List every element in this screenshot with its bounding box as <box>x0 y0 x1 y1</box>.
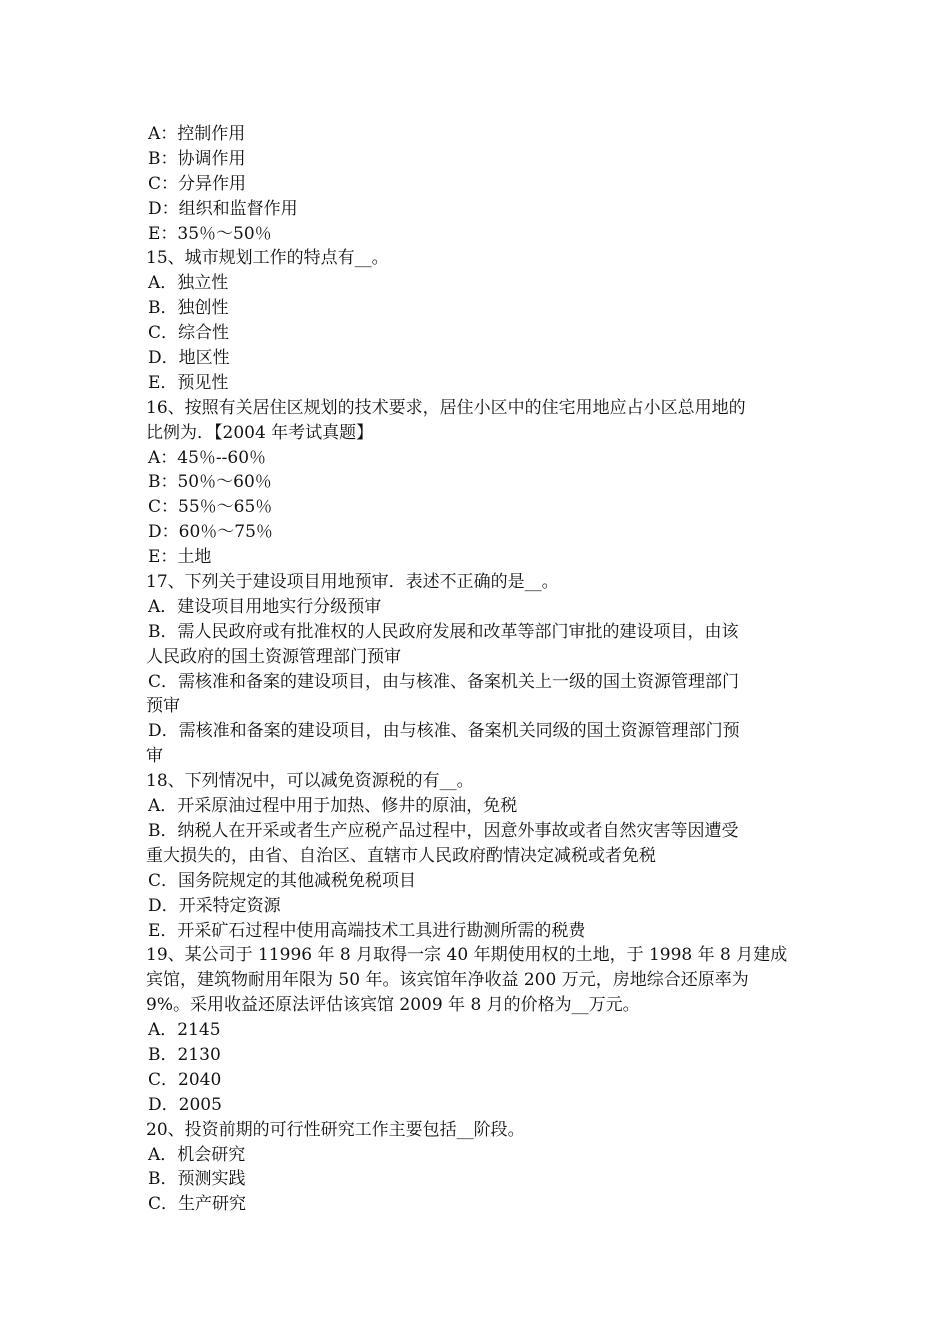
question-line: 审 <box>146 746 163 767</box>
option-line: B．2130 <box>148 1044 221 1065</box>
option-line: B：50％～60％ <box>148 472 272 493</box>
question-line: 19、某公司于 11996 年 8 月取得一宗 40 年期使用权的土地，于 1998 年 8 月建成 <box>146 945 788 966</box>
option-line: C：分异作用 <box>148 173 247 194</box>
option-line: A：45％--60％ <box>148 447 267 468</box>
option-line: D．2005 <box>148 1094 222 1115</box>
option-line: A：控制作用 <box>148 124 246 144</box>
option-line: A．开采原油过程中用于加热、修井的原油，免税 <box>148 796 518 817</box>
question-line: 20、投资前期的可行性研究工作主要包括__阶段。 <box>146 1119 525 1140</box>
option-line: E．开采矿石过程中使用高端技术工具进行勘测所需的税费 <box>148 920 586 941</box>
question-line: 16、按照有关居住区规划的技术要求，居住小区中的住宅用地应占小区总用地的 <box>146 397 746 418</box>
question-line: 预审 <box>146 696 180 717</box>
question-line: 15、城市规划工作的特点有__。 <box>146 248 389 269</box>
question-line: 9%。采用收益还原法评估该宾馆 2009 年 8 月的价格为__万元。 <box>146 995 640 1016</box>
option-line: C．2040 <box>148 1069 222 1090</box>
option-line: D：组织和监督作用 <box>148 198 298 219</box>
option-line: D．需核准和备案的建设项目，由与核准、备案机关同级的国土资源管理部门预 <box>148 721 740 742</box>
option-line: B．独创性 <box>148 298 229 319</box>
question-line: 宾馆，建筑物耐用年限为 50 年。该宾馆年净收益 200 万元，房地综合还原率为 <box>146 970 749 991</box>
option-line: B．纳税人在开采或者生产应税产品过程中，因意外事故或者自然灾害等因遭受 <box>148 820 739 841</box>
option-line: A．机会研究 <box>148 1144 246 1165</box>
question-line: 18、下列情况中，可以减免资源税的有__。 <box>146 771 474 792</box>
option-line: C：55％～65％ <box>148 497 273 518</box>
document-page <box>146 122 810 1217</box>
option-line: D．地区性 <box>148 348 230 369</box>
option-line: E：土地 <box>148 547 212 568</box>
question-line: 重大损失的，由省、自治区、直辖市人民政府酌情决定减税或者免税 <box>146 845 656 866</box>
option-line: B：协调作用 <box>148 148 246 169</box>
option-line: A．建设项目用地实行分级预审 <box>148 596 382 617</box>
option-line: E：35％～50％ <box>148 223 272 244</box>
option-line: A．独立性 <box>148 273 229 294</box>
option-line: B．预测实践 <box>148 1169 246 1190</box>
option-line: C．需核准和备案的建设项目，由与核准、备案机关上一级的国土资源管理部门 <box>148 671 740 692</box>
option-line: A．2145 <box>148 1020 221 1041</box>
option-line: E．预见性 <box>148 372 229 393</box>
option-line: C．生产研究 <box>148 1194 247 1215</box>
option-line: D：60％～75％ <box>148 522 273 543</box>
option-line: C．国务院规定的其他减税免税项目 <box>148 870 417 891</box>
question-line: 17、下列关于建设项目用地预审．表述不正确的是__。 <box>146 572 559 593</box>
option-line: D．开采特定资源 <box>148 895 281 916</box>
option-line: C．综合性 <box>148 323 230 344</box>
option-line: B．需人民政府或有批准权的人民政府发展和改革等部门审批的建设项目，由该 <box>148 621 739 642</box>
question-line: 人民政府的国土资源管理部门预审 <box>146 646 401 667</box>
question-line: 比例为．【2004 年考试真题】 <box>146 422 374 443</box>
